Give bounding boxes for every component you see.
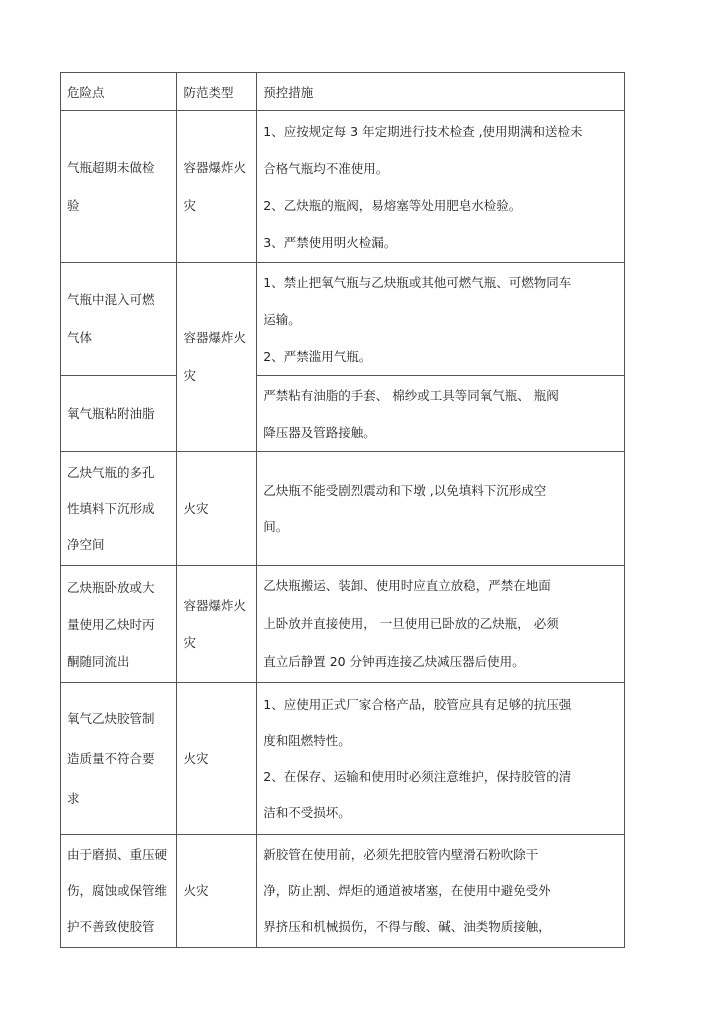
- table-row: [61, 376, 625, 452]
- type-cell: [177, 566, 257, 683]
- hazard-cell: [61, 263, 177, 376]
- hazard-text: 由于磨损、重压硬 伤，腐蚀或保管维 护不善致使胶管: [67, 847, 168, 934]
- measures-cell: [257, 683, 625, 835]
- table-row: [61, 452, 625, 566]
- header-hazard: 危险点: [61, 73, 177, 111]
- measures-text: 新胶管在使用前，必须先把胶管内壁滑石粉吹除干 净，防止割、焊炬的通道被堵塞，在使用中避免受外 界挤压和机械损伤，不得与酸、碱、油类物质接触，: [263, 847, 551, 934]
- measures-text: 乙炔瓶搬运、装卸、使用时应直立放稳，严禁在地面 上卧放并直接使用， 一旦使用已卧放的乙炔瓶， 必须 直立后静置 20 分钟再连接乙炔减压器后使用。: [263, 578, 559, 669]
- hazard-cell: [61, 376, 177, 452]
- type-text: 容器爆炸火 灾: [183, 330, 246, 383]
- type-text: 火灾: [183, 883, 209, 898]
- table-row: [61, 683, 625, 835]
- hazard-text: 气瓶超期未做检 验: [67, 159, 155, 213]
- measures-text: 乙炔瓶不能受剧烈震动和下墩 ,以免填料下沉形成空 间。: [263, 482, 547, 534]
- hazard-cell: [61, 835, 177, 948]
- hazard-cell: [61, 683, 177, 835]
- header-type: 防范类型: [177, 73, 257, 111]
- table-row: [61, 835, 625, 948]
- measures-text: 1、禁止把氧气瓶与乙炔瓶或其他可燃气瓶、可燃物同车 运输。 2、严禁滥用气瓶。: [263, 274, 572, 364]
- hazard-cell: [61, 452, 177, 566]
- type-text: 火灾: [183, 500, 209, 516]
- hazard-control-table: [60, 72, 625, 948]
- measures-cell: [257, 452, 625, 566]
- type-text: 容器爆炸火 灾: [183, 159, 246, 213]
- hazard-cell: [61, 111, 177, 263]
- hazard-text: 氧气瓶粘附油脂: [67, 405, 155, 421]
- type-text: 容器爆炸火 灾: [183, 598, 246, 650]
- header-measures: 预控措施: [257, 73, 625, 111]
- table-row: [61, 111, 625, 263]
- type-cell: [177, 452, 257, 566]
- measures-cell: [257, 111, 625, 263]
- table-header-row: [61, 73, 625, 111]
- table-row: [61, 263, 625, 376]
- type-cell: [177, 683, 257, 835]
- hazard-text: 乙炔瓶卧放或大 量使用乙炔时丙 酮随同流出: [67, 579, 155, 669]
- measures-cell: [257, 566, 625, 683]
- type-cell: [177, 111, 257, 263]
- table-row: [61, 566, 625, 683]
- hazard-text: 气瓶中混入可燃 气体: [67, 292, 155, 345]
- measures-cell: [257, 835, 625, 948]
- measures-cell: [257, 376, 625, 452]
- measures-cell: [257, 263, 625, 376]
- measures-text: 1、应使用正式厂家合格产品，胶管应具有足够的抗压强 度和阻燃特性。 2、在保存、运输和使用时必须注意维护，保持胶管的清 洁和不受损坏。: [263, 696, 572, 820]
- type-cell: [177, 835, 257, 948]
- type-cell: [177, 263, 257, 452]
- hazard-cell: [61, 566, 177, 683]
- hazard-text: 乙炔气瓶的多孔 性填料下沉形成 净空间: [67, 464, 155, 552]
- hazard-text: 氧气乙炔胶管制 造质量不符合要 求: [67, 710, 155, 806]
- measures-text: 严禁粘有油脂的手套、 棉纱或工具等同氧气瓶、 瓶阀 降压器及管路接触。: [263, 387, 559, 440]
- measures-text: 1、应按规定每 3 年定期进行技术检查 ,使用期满和送检未 合格气瓶均不准使用。 2、乙炔瓶的瓶阀，易熔塞等处用肥皂水检验。 3、严禁使用明火检漏。: [263, 123, 583, 250]
- type-text: 火灾: [183, 750, 209, 766]
